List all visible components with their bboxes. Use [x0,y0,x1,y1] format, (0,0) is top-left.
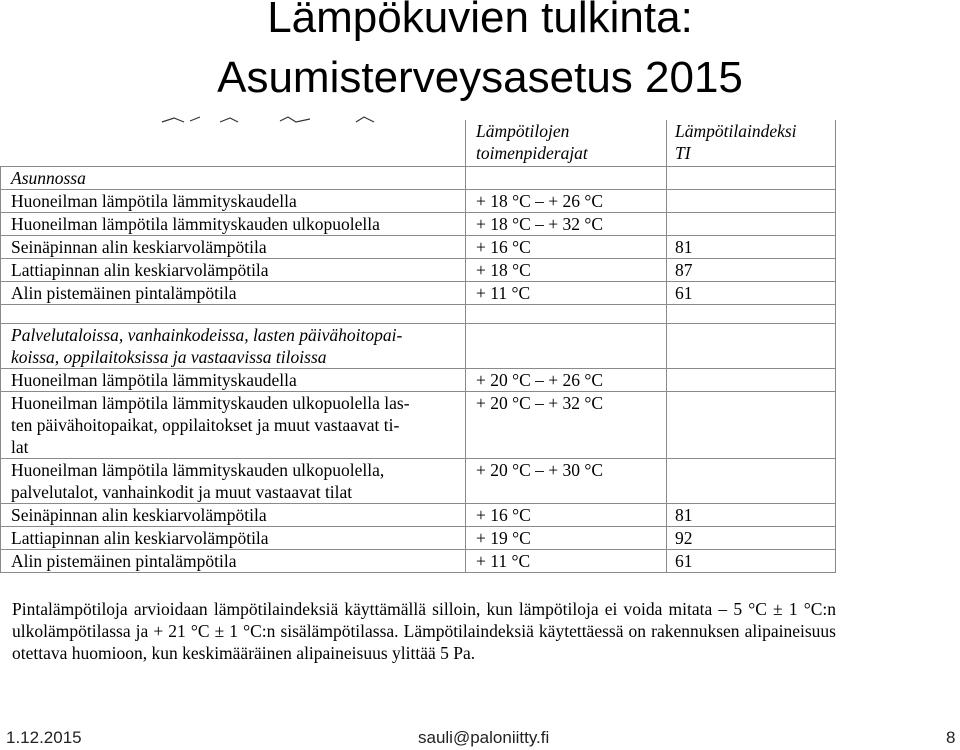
row-index [667,459,836,504]
row-index: 81 [667,236,836,259]
footer-page-number: 8 [946,728,956,747]
row-range: + 18 °C – + 26 °C [466,190,667,213]
table-row [1,459,836,504]
row-label: Huoneilman lämpötila lämmityskauden ulkopuolella [1,213,466,236]
row-index: 61 [667,550,836,573]
section-title-palvelutalot: Palvelutaloissa, vanhainkodeissa, lasten päivähoitopai- koissa, oppilaitoksissa ja vastaavissa tiloissa [1,324,466,369]
section-spacer [1,305,836,324]
row-index: 81 [667,504,836,527]
row-label: Lattiapinnan alin keskiarvolämpötila [1,259,466,282]
table-header-row [1,120,836,167]
row-range: + 16 °C [466,236,667,259]
row-label: Alin pistemäinen pintalämpötila [1,550,466,573]
temperature-limits-table [0,120,836,573]
row-label: Huoneilman lämpötila lämmityskauden ulkopuolella las- ten päivähoitopaikat, oppilaitokset ja muut vastaavat ti- lat [1,392,466,459]
slide-title [0,0,960,108]
row-index [667,392,836,459]
header-limits: Lämpötilojen toimenpiderajat [466,120,667,167]
row-index: 61 [667,282,836,305]
row-range: + 11 °C [466,282,667,305]
section-title-asunnossa: Asunnossa [1,167,466,190]
row-range: + 20 °C – + 32 °C [466,392,667,459]
header-index: Lämpötilaindeksi TI [667,120,836,167]
row-index: 92 [667,527,836,550]
row-label: Seinäpinnan alin keskiarvolämpötila [1,236,466,259]
section-heading-row [1,167,836,190]
row-label: Huoneilman lämpötila lämmityskaudella [1,190,466,213]
table-row [1,282,836,305]
scanned-table-image [0,116,840,586]
table-row [1,504,836,527]
row-label: Huoneilman lämpötila lämmityskauden ulkopuolella, palvelutalot, vanhainkodit ja muut vastaavat tilat [1,459,466,504]
row-label: Lattiapinnan alin keskiarvolämpötila [1,527,466,550]
row-label: Seinäpinnan alin keskiarvolämpötila [1,504,466,527]
header-empty-cell [1,120,466,167]
footer-email: sauli@paloniitty.fi [418,728,550,747]
surface-temperature-note: Pintalämpötiloja arvioidaan lämpötilaindeksiä käyttämällä silloin, kun lämpötiloja ei voida mitata – 5 °C ± 1 °C:n ulkolämpötilassa ja + 21 °C ± 1 °C:n sisälämpötilassa. Lämpötilaindeksiä käytettäessä on rakennuksen alipaineisuus otettava huomioon, kun keskimääräinen alipaineisuus ylittää 5 Pa. [12,599,836,663]
table-row [1,190,836,213]
table-row [1,213,836,236]
table-row [1,259,836,282]
row-index [667,190,836,213]
row-label: Huoneilman lämpötila lämmityskaudella [1,369,466,392]
row-index [667,213,836,236]
section-heading-row [1,324,836,369]
row-index: 87 [667,259,836,282]
row-range: + 18 °C – + 32 °C [466,213,667,236]
row-index [667,369,836,392]
table-row [1,392,836,459]
table-row [1,369,836,392]
footer-date: 1.12.2015 [6,728,82,747]
title-line-2: Asumisterveysasetus 2015 [217,53,743,102]
row-range: + 16 °C [466,504,667,527]
title-line-1: Lämpökuvien tulkinta: [267,0,693,42]
table-row [1,550,836,573]
row-range: + 20 °C – + 26 °C [466,369,667,392]
table-row [1,527,836,550]
row-range: + 19 °C [466,527,667,550]
row-range: + 11 °C [466,550,667,573]
table-row [1,236,836,259]
row-range: + 20 °C – + 30 °C [466,459,667,504]
row-range: + 18 °C [466,259,667,282]
row-label: Alin pistemäinen pintalämpötila [1,282,466,305]
